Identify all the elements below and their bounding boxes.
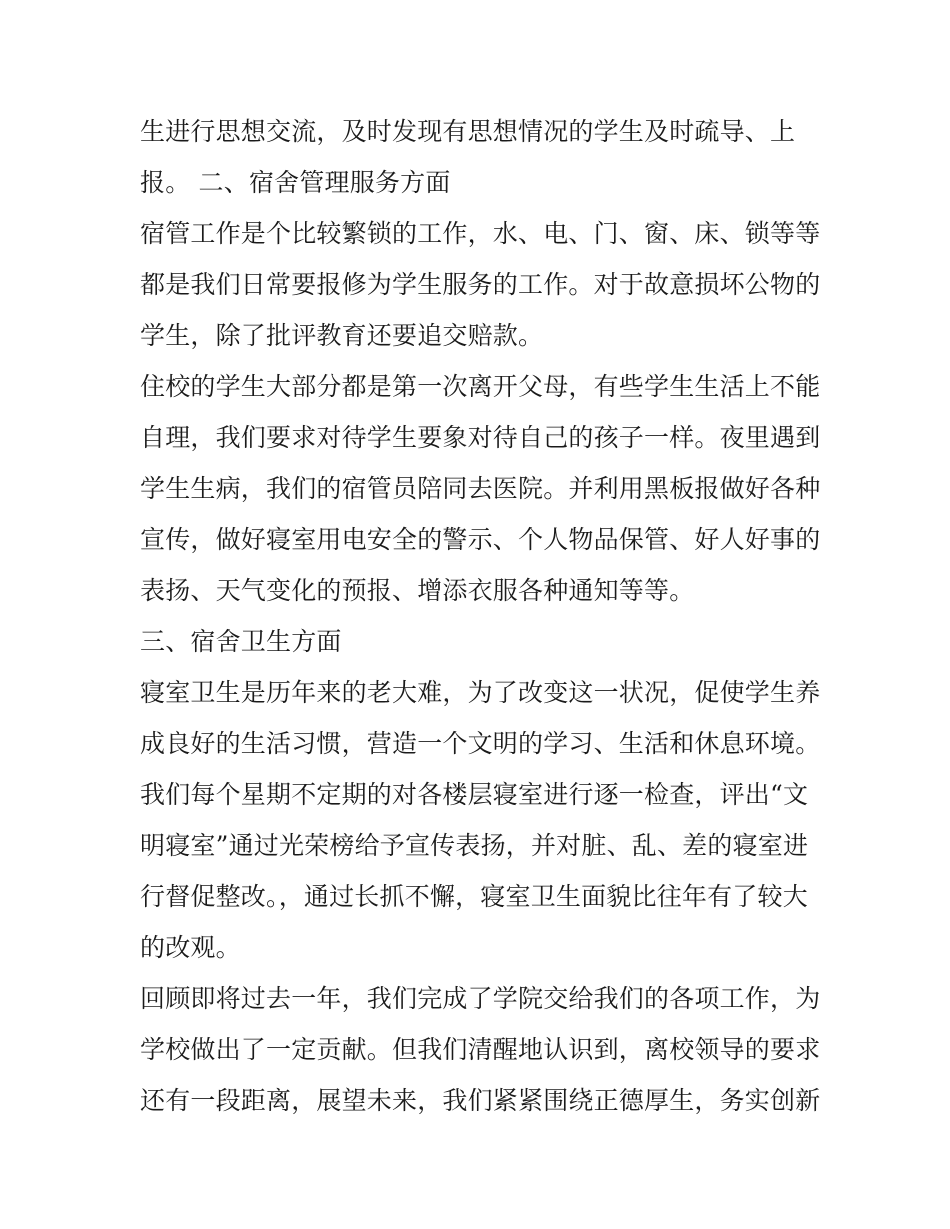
text-line-3: 宿管工作是个比较繁锁的工作，水、电、门、窗、床、锁等等 (140, 219, 821, 248)
text-line-15: 明寝室”通过光荣榜给予宣传表扬，并对脏、乱、差的寝室进 (140, 831, 809, 860)
text-line-19: 学校做出了一定贡献。但我们清醒地认识到，离校领导的要求 (140, 1035, 821, 1064)
text-line-14: 我们每个星期不定期的对各楼层寝室进行逐一检查，评出“文 (140, 780, 809, 809)
text-line-20: 还有一段距离，展望未来，我们紧紧围绕正德厚生，务实创新 (140, 1086, 821, 1115)
text-line-6: 住校的学生大部分都是第一次离开父母，有些学生生活上不能 (140, 372, 821, 401)
text-line-5: 学生，除了批评教育还要追交赔款。 (140, 321, 544, 350)
section-heading-hygiene: 三、宿舍卫生方面 (140, 627, 342, 656)
text-line-1: 生进行思想交流，及时发现有思想情况的学生及时疏导、上 (140, 117, 796, 146)
text-line-8: 学生生病，我们的宿管员陪同去医院。并利用黑板报做好各种 (140, 474, 821, 503)
document-body (140, 106, 820, 1126)
text-line-10: 表扬、天气变化的预报、增添衣服各种通知等等。 (140, 576, 695, 605)
text-line-4: 都是我们日常要报修为学生服务的工作。对于故意损坏公物的 (140, 270, 821, 299)
text-line-18: 回顾即将过去一年，我们完成了学院交给我们的各项工作，为 (140, 984, 821, 1013)
text-line-7: 自理，我们要求对待学生要象对待自己的孩子一样。夜里遇到 (140, 423, 821, 452)
text-line-12: 寝室卫生是历年来的老大难，为了改变这一状况，促使学生养 (140, 678, 821, 707)
text-line-9: 宣传，做好寝室用电安全的警示、个人物品保管、好人好事的 (140, 525, 821, 554)
text-line-17: 的改观。 (140, 933, 241, 962)
text-line-13: 成良好的生活习惯，营造一个文明的学习、生活和休息环境。 (140, 729, 821, 758)
text-line-16: 行督促整改。，通过长抓不懈，寝室卫生面貌比往年有了较大 (140, 882, 808, 911)
text-line-2: 报。 二、宿舍管理服务方面 (140, 168, 451, 197)
